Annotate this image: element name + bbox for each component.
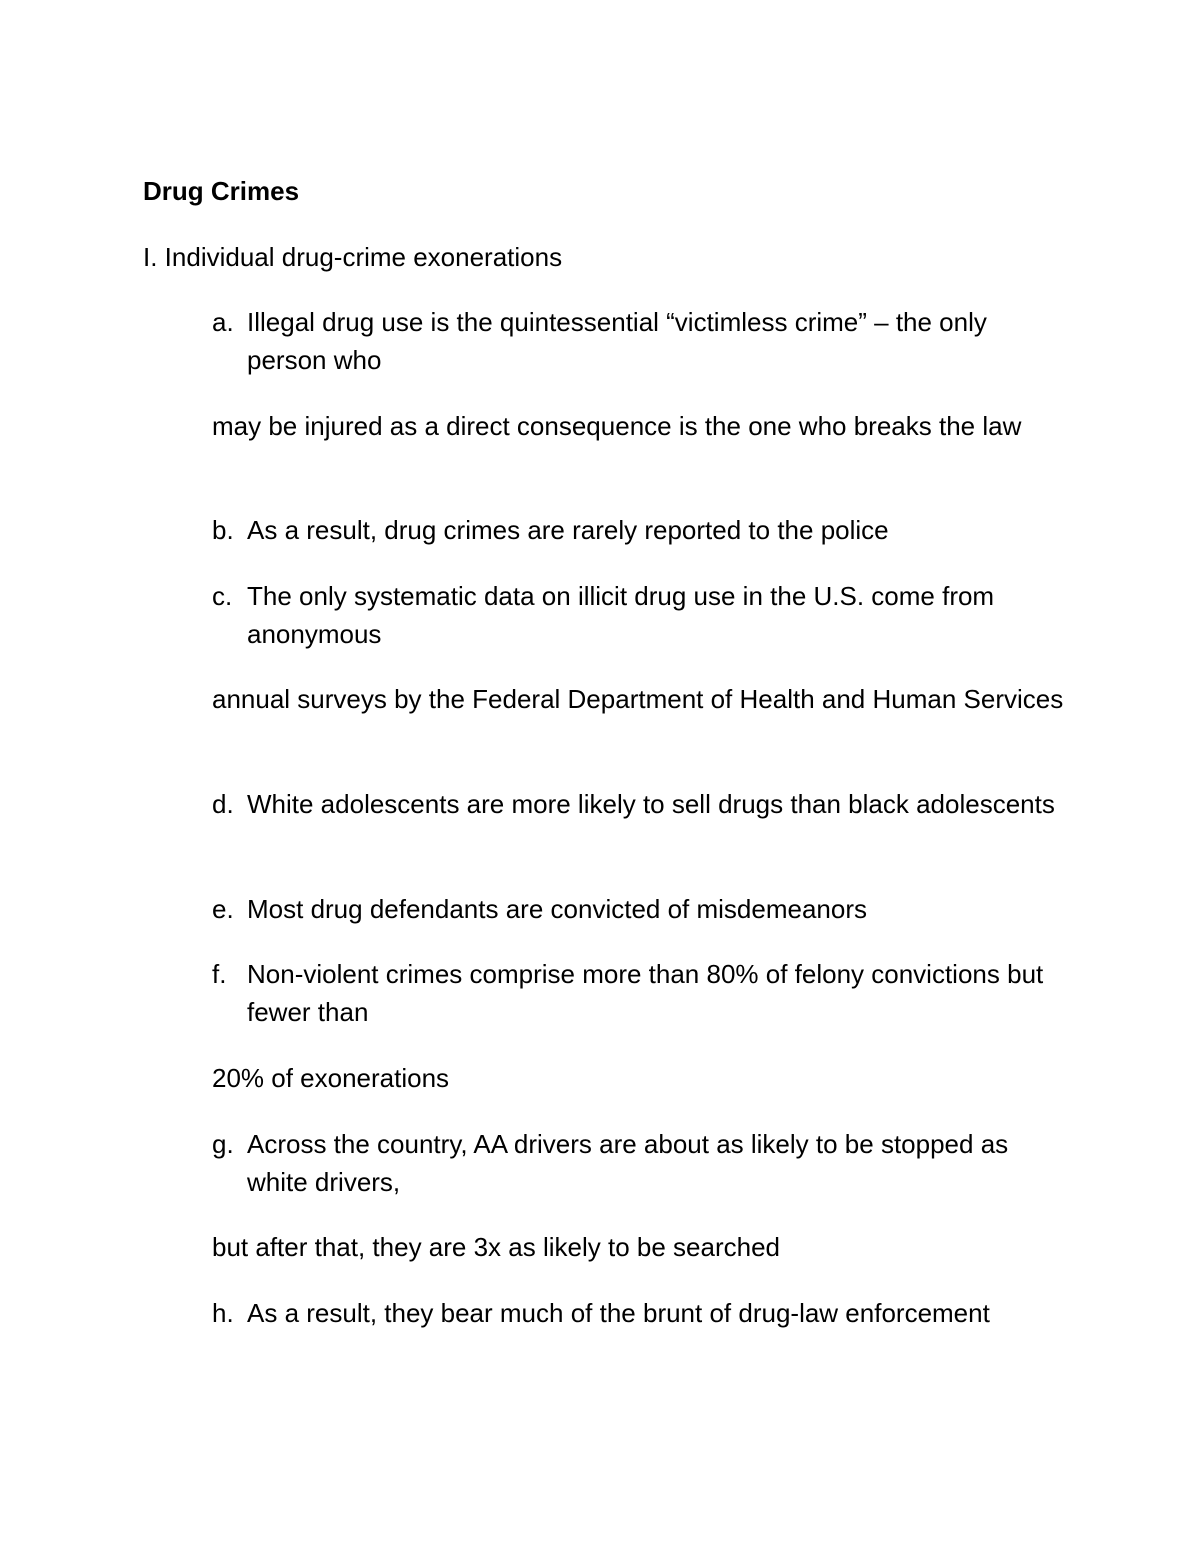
list-item-text: Across the country, AA drivers are about as likely to be stopped as white drivers, bbox=[247, 1129, 1009, 1197]
list-item-c bbox=[212, 577, 1072, 653]
list-marker: a. bbox=[212, 307, 234, 337]
document-title: Drug Crimes bbox=[143, 176, 300, 206]
list-marker: h. bbox=[212, 1298, 234, 1328]
list-marker: f. bbox=[212, 959, 227, 989]
list-marker: e. bbox=[212, 894, 234, 924]
list-marker: b. bbox=[212, 515, 234, 545]
list-item-text: The only systematic data on illicit drug use in the U.S. come from anonymous bbox=[247, 581, 995, 649]
list-item-text: White adolescents are more likely to sell drugs than black adolescents bbox=[247, 789, 1055, 819]
list-item-text: Non-violent crimes comprise more than 80% of felony convictions but fewer than bbox=[247, 959, 1044, 1027]
list-item-f bbox=[212, 955, 1072, 1031]
list-item-e bbox=[212, 890, 1072, 928]
list-item-text: As a result, they bear much of the brunt of drug-law enforcement bbox=[247, 1298, 990, 1328]
list-marker: g. bbox=[212, 1129, 234, 1159]
list-item-continuation: but after that, they are 3x as likely to be searched bbox=[212, 1232, 780, 1262]
list-marker: c. bbox=[212, 581, 233, 611]
list-item-text: Most drug defendants are convicted of misdemeanors bbox=[247, 894, 868, 924]
list-item-text: As a result, drug crimes are rarely reported to the police bbox=[247, 515, 889, 545]
list-item-h bbox=[212, 1294, 1072, 1332]
list-item-continuation: annual surveys by the Federal Department of Health and Human Services bbox=[212, 684, 1064, 714]
list-marker: d. bbox=[212, 789, 234, 819]
list-item-continuation: may be injured as a direct consequence is the one who breaks the law bbox=[212, 411, 1022, 441]
list-item-continuation: 20% of exonerations bbox=[212, 1063, 450, 1093]
list-item-text: Illegal drug use is the quintessential “victimless crime” – the only person who bbox=[247, 307, 987, 375]
section-heading: I. Individual drug-crime exonerations bbox=[143, 242, 563, 272]
list-item-a bbox=[212, 303, 1072, 379]
list-item-d bbox=[212, 785, 1072, 823]
list-item-g bbox=[212, 1125, 1072, 1201]
list-item-b bbox=[212, 511, 1072, 549]
